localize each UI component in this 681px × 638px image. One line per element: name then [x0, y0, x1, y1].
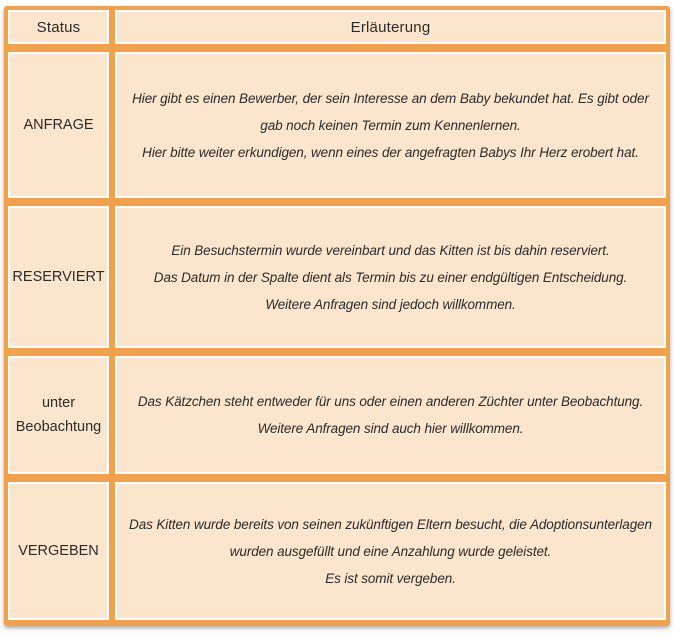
- status-cell-reserviert: [8, 206, 109, 348]
- explanation-line: Das Kitten wurde bereits von seinen zukünftigen Eltern besucht, die Adoptionsunterlagen: [129, 516, 652, 532]
- explanation-line: Das Kätzchen steht entweder für uns oder einen anderen Züchter unter Beobachtung.: [137, 394, 644, 409]
- header-explanation: [115, 10, 666, 44]
- explanation-cell-vergeben: [115, 482, 666, 620]
- status-label: Beobachtung: [15, 419, 102, 435]
- status-cell-unter-beobachtung: [8, 356, 109, 474]
- status-label: ANFRAGE: [23, 117, 94, 133]
- explanation-cell-anfrage: [115, 52, 666, 198]
- status-cell-vergeben: [8, 482, 109, 620]
- explanation-line: wurden ausgefüllt und eine Anzahlung wurde geleistet.: [229, 543, 552, 559]
- status-label: unter: [41, 395, 76, 411]
- status-cell-anfrage: [8, 52, 109, 198]
- explanation-line: Ein Besuchstermin wurde vereinbart und das Kitten ist bis dahin reserviert.: [171, 242, 610, 258]
- explanation-line: Hier bitte weiter erkundigen, wenn eines der angefragten Babys Ihr Herz erobert hat.: [142, 144, 639, 160]
- status-table: [4, 6, 670, 626]
- status-label: RESERVIERT: [12, 269, 105, 285]
- header-explanation-label: Erläuterung: [350, 18, 431, 36]
- status-table-grid: [8, 10, 666, 622]
- explanation-line: gab noch keinen Termin zum Kennenlernen.: [260, 117, 521, 133]
- explanation-line: Weitere Anfragen sind auch hier willkommen.: [257, 421, 524, 436]
- header-status-label: Status: [36, 18, 81, 36]
- explanation-cell-reserviert: [115, 206, 666, 348]
- explanation-line: Hier gibt es einen Bewerber, der sein Interesse an dem Baby bekundet hat. Es gibt oder: [132, 90, 649, 106]
- header-status: [8, 10, 109, 44]
- status-label: VERGEBEN: [18, 543, 99, 559]
- explanation-line: Weitere Anfragen sind jedoch willkommen.: [265, 296, 516, 312]
- explanation-cell-unter-beobachtung: [115, 356, 666, 474]
- explanation-line: Es ist somit vergeben.: [325, 570, 456, 586]
- explanation-line: Das Datum in der Spalte dient als Termin bis zu einer endgültigen Entscheidung.: [153, 269, 628, 285]
